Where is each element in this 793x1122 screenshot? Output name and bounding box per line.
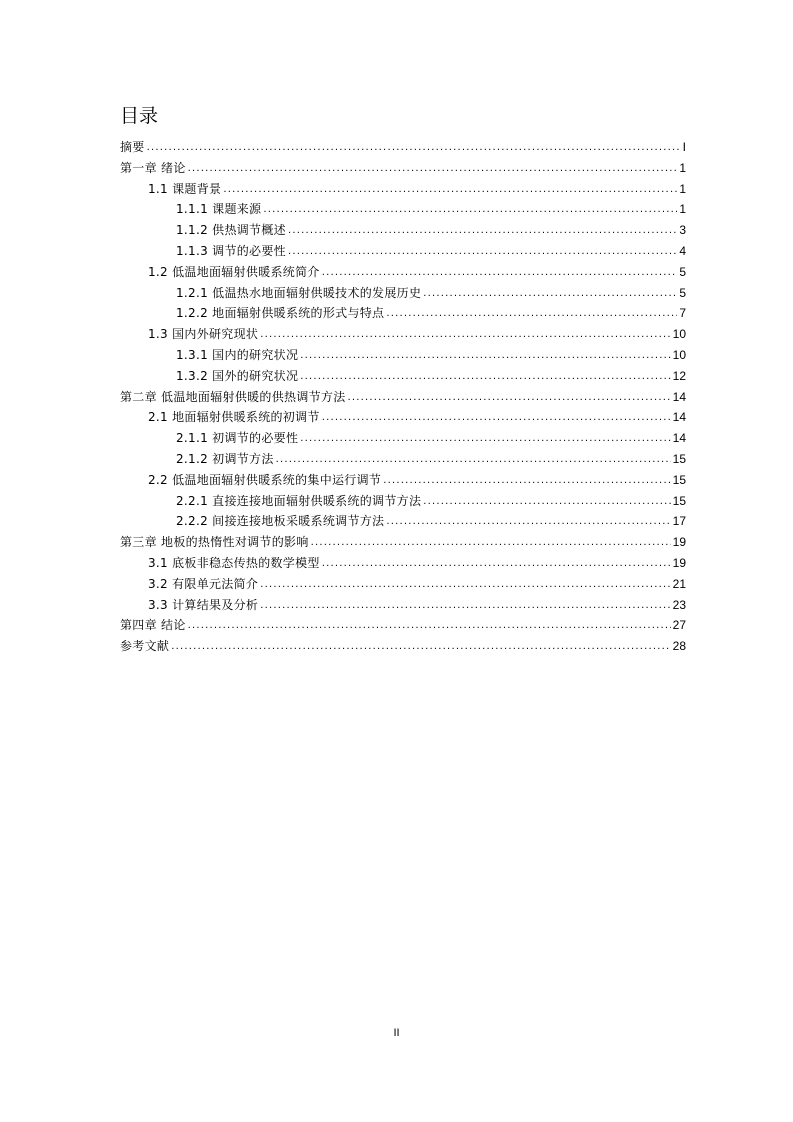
dot-leader — [300, 429, 670, 450]
toc-entry[interactable] — [120, 574, 686, 595]
toc-entry[interactable] — [120, 283, 686, 304]
toc-entry-label: 第四章 结论 — [120, 618, 186, 633]
toc-entry-label: 3.1 底板非稳态传热的数学模型 — [148, 555, 320, 570]
toc-entry[interactable] — [120, 324, 686, 345]
toc-entry[interactable] — [120, 615, 686, 636]
dot-leader — [322, 263, 678, 284]
toc-entry-label: 1.1.2 供热调节概述 — [176, 223, 286, 238]
dot-leader — [386, 304, 677, 325]
dot-leader — [322, 408, 671, 429]
toc-entry-page: 17 — [672, 514, 686, 529]
toc-entry[interactable] — [120, 137, 686, 158]
dot-leader — [260, 575, 670, 596]
toc-entry[interactable] — [120, 366, 686, 387]
toc-entry[interactable] — [120, 553, 686, 574]
dot-leader — [423, 284, 677, 305]
toc-entry-label: 1.1.1 课题来源 — [176, 202, 262, 217]
toc-entry-label: 2.1.1 初调节的必要性 — [176, 431, 299, 446]
toc-entry-label: 1.1 课题背景 — [148, 181, 222, 196]
toc-entry-label: 1.2 低温地面辐射供暖系统简介 — [148, 264, 320, 279]
dot-leader — [288, 221, 677, 242]
toc-entry[interactable] — [120, 636, 686, 657]
toc-entry-label: 1.3.2 国外的研究状况 — [176, 368, 299, 383]
toc-entry-page: 3 — [679, 223, 686, 238]
toc-entry-label: 摘要 — [120, 140, 145, 154]
toc-entry-label: 第一章 绪论 — [120, 160, 186, 175]
toc-entry[interactable] — [120, 220, 686, 241]
toc-entry-page: 4 — [679, 243, 686, 258]
toc-entry-label: 1.3 国内外研究现状 — [148, 327, 259, 342]
toc-entry-page: 5 — [679, 264, 686, 279]
table-of-contents — [120, 137, 686, 657]
toc-entry-page: 21 — [672, 576, 686, 591]
toc-entry[interactable] — [120, 532, 686, 553]
dot-leader — [423, 492, 670, 513]
toc-entry[interactable] — [120, 595, 686, 616]
dot-leader — [383, 471, 670, 492]
toc-entry-label: 第三章 地板的热惰性对调节的影响 — [120, 535, 309, 550]
toc-entry-label: 2.2.1 直接连接地面辐射供暖系统的调节方法 — [176, 493, 422, 508]
dot-leader — [260, 596, 670, 617]
page-number: II — [393, 1027, 400, 1039]
dot-leader — [276, 450, 671, 471]
toc-entry-page: 10 — [672, 327, 686, 342]
toc-entry[interactable] — [120, 199, 686, 220]
toc-entry-label: 第二章 低温地面辐射供暖的供热调节方法 — [120, 389, 346, 404]
toc-entry-label: 2.2.2 间接连接地板采暖系统调节方法 — [176, 514, 385, 529]
toc-entry[interactable] — [120, 470, 686, 491]
toc-entry[interactable] — [120, 387, 686, 408]
toc-title: 目录 — [120, 105, 159, 127]
dot-leader — [300, 346, 670, 367]
toc-entry-page: 7 — [679, 306, 686, 321]
toc-entry-page: 15 — [672, 451, 686, 466]
toc-entry[interactable] — [120, 449, 686, 470]
toc-entry-page: 14 — [672, 389, 686, 404]
toc-entry-page: 12 — [672, 368, 686, 383]
dot-leader — [348, 388, 671, 409]
dot-leader — [188, 616, 671, 637]
toc-entry-page: 15 — [672, 472, 686, 487]
toc-entry-label: 参考文献 — [120, 639, 170, 654]
toc-entry-page: 14 — [672, 410, 686, 425]
toc-entry-page: 23 — [672, 597, 686, 612]
toc-entry[interactable] — [120, 345, 686, 366]
toc-entry[interactable] — [120, 179, 686, 200]
toc-entry-label: 2.1.2 初调节方法 — [176, 451, 274, 466]
toc-entry-page: I — [682, 140, 686, 154]
toc-entry-label: 3.2 有限单元法简介 — [148, 576, 259, 591]
toc-entry-page: 5 — [679, 285, 686, 300]
toc-entry[interactable] — [120, 407, 686, 428]
dot-leader — [311, 533, 671, 554]
toc-entry[interactable] — [120, 262, 686, 283]
toc-entry-page: 19 — [672, 535, 686, 550]
toc-entry-page: 10 — [672, 347, 686, 362]
toc-entry-page: 1 — [679, 160, 686, 175]
dot-leader — [288, 242, 677, 263]
toc-entry-label: 2.1 地面辐射供暖系统的初调节 — [148, 410, 320, 425]
toc-entry[interactable] — [120, 303, 686, 324]
dot-leader — [300, 367, 670, 388]
toc-entry-label: 2.2 低温地面辐射供暖系统的集中运行调节 — [148, 472, 382, 487]
toc-entry-label: 1.3.1 国内的研究状况 — [176, 347, 299, 362]
toc-entry-label: 1.2.2 地面辐射供暖系统的形式与特点 — [176, 306, 385, 321]
toc-entry-page: 1 — [679, 202, 686, 217]
dot-leader — [171, 637, 670, 658]
toc-entry-page: 14 — [672, 431, 686, 446]
dot-leader — [260, 325, 670, 346]
toc-entry[interactable] — [120, 511, 686, 532]
toc-entry[interactable] — [120, 158, 686, 179]
dot-leader — [188, 159, 678, 180]
dot-leader — [223, 180, 677, 201]
toc-entry-label: 1.2.1 低温热水地面辐射供暖技术的发展历史 — [176, 285, 422, 300]
toc-entry-page: 15 — [672, 493, 686, 508]
toc-entry-page: 19 — [672, 555, 686, 570]
toc-entry[interactable] — [120, 241, 686, 262]
dot-leader — [263, 200, 677, 221]
dot-leader — [322, 554, 671, 575]
dot-leader — [147, 138, 681, 159]
toc-entry-label: 1.1.3 调节的必要性 — [176, 243, 286, 258]
toc-entry-page: 1 — [679, 181, 686, 196]
toc-entry-page: 28 — [672, 639, 686, 654]
toc-entry[interactable] — [120, 428, 686, 449]
toc-entry-page: 27 — [672, 618, 686, 633]
toc-entry[interactable] — [120, 491, 686, 512]
dot-leader — [386, 512, 670, 533]
toc-entry-label: 3.3 计算结果及分析 — [148, 597, 259, 612]
